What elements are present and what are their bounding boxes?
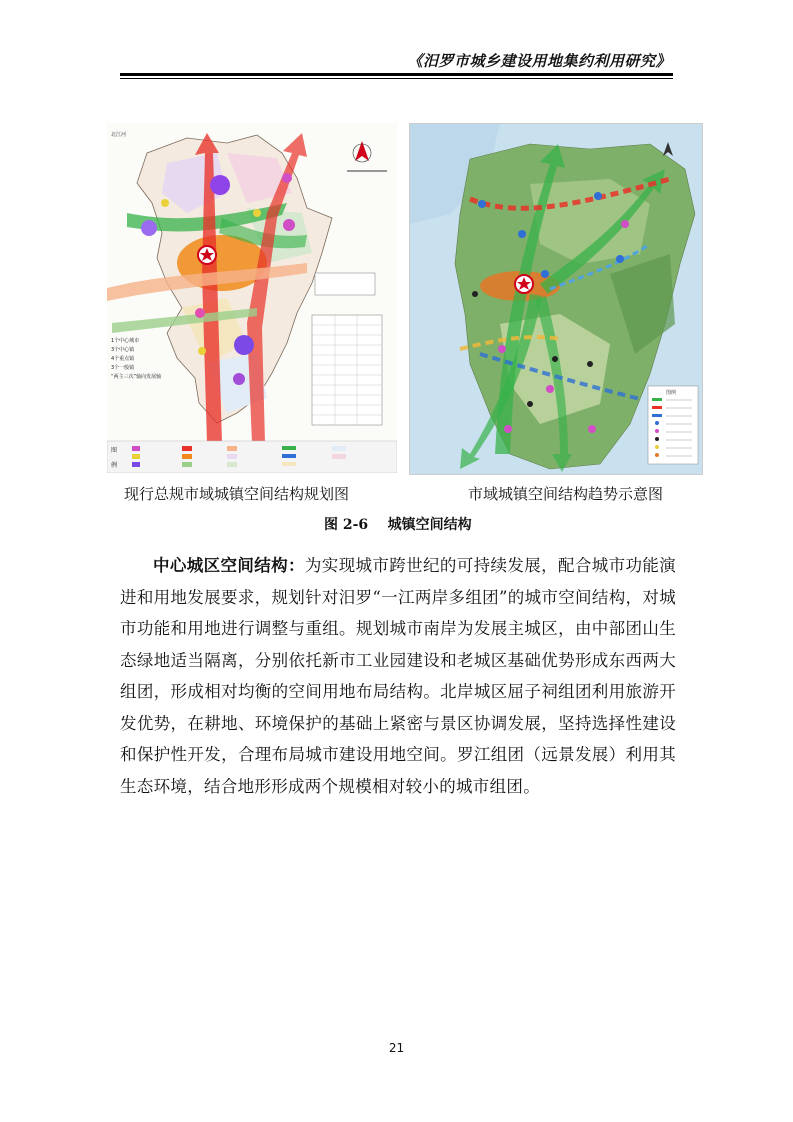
legend-label-top: 图 xyxy=(111,447,118,454)
right-map-caption: 市域城镇空间结构趋势示意图 xyxy=(468,485,664,503)
left-legend-strip xyxy=(107,441,397,473)
river-label: 北江河 xyxy=(111,132,127,138)
header-rule-thin xyxy=(120,78,673,79)
figure-caption: 图 2-6 城镇空间结构 xyxy=(324,517,472,533)
paragraph-lead: 中心城区空间结构： xyxy=(153,556,305,575)
running-header: 《汨罗市城乡建设用地集约利用研究》 xyxy=(407,52,671,70)
page-number: 21 xyxy=(388,1041,405,1055)
right-north-arrow xyxy=(663,142,673,156)
right-legend-box xyxy=(648,386,698,464)
center-legend xyxy=(111,337,161,382)
body-paragraph xyxy=(120,550,676,802)
legend-item: 4个重点镇 xyxy=(111,356,135,362)
paragraph-text: 为实现城市跨世纪的可持续发展，配合城市功能演进和用地发展要求，规划针对汨罗“一江两岸多组团”的城市空间结构，对城市功能和用地进行调整与重组。规划城市南岸为发展主城区，由中部团山生态绿地适当隔离，分别依托新市工业园建设和老城区基础优势形成东西两大组团，形成相对均衡的空间用地布局结构。北岸城区屈子祠组团利用旅游开发优势，在耕地、环境保护的基础上紧密与景区协调发展，坚持选择性建设和保护性开发，合理布局城市建设用地空间。罗江组团（远景发展）利用其生态环境，结合地形形成两个规模相对较小的城市组团。 xyxy=(120,556,676,796)
legend-item: “两主三次”轴向发展轴 xyxy=(111,374,162,380)
legend-item: 1个中心城市 xyxy=(111,338,140,344)
left-planning-map xyxy=(107,123,397,473)
left-map-caption: 现行总规市域城镇空间结构规划图 xyxy=(124,485,350,503)
legend-label-bottom: 例 xyxy=(111,462,118,469)
right-map-graphic xyxy=(410,124,702,474)
legend-item: 3个中心镇 xyxy=(111,347,135,353)
header-rule xyxy=(120,73,673,76)
legend-item: 3个一般镇 xyxy=(111,365,135,371)
left-map-graphic xyxy=(107,123,397,473)
right-trend-map xyxy=(409,123,703,475)
right-legend-title: 图例 xyxy=(666,390,677,396)
